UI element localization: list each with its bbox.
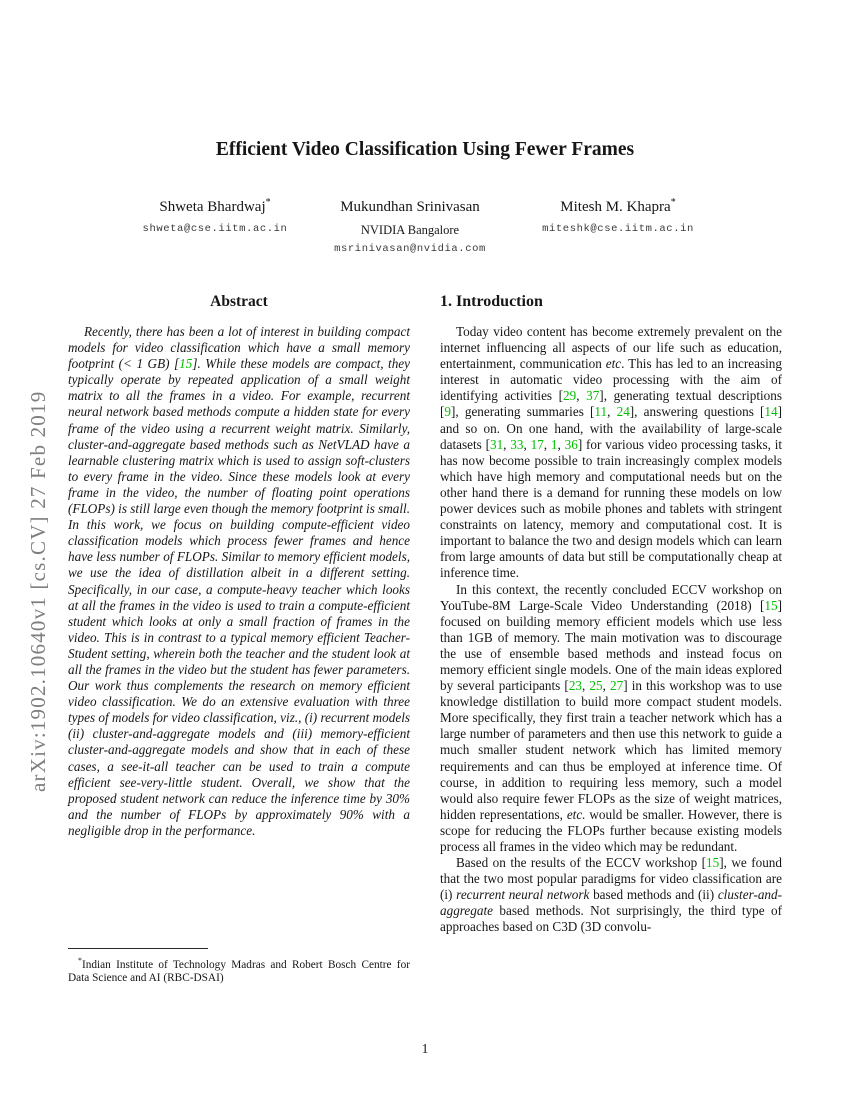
author-name xyxy=(334,197,486,216)
text-segment: , xyxy=(543,436,551,452)
text-segment: would be smaller. However, there is scope for reducing the FLOPs further because existing models process all frames in the video which may be redundant. xyxy=(440,806,782,854)
citation-link[interactable]: 29 xyxy=(563,388,577,404)
text-segment: ] and so on. On one hand, with the availability of large-scale datasets [ xyxy=(440,404,783,452)
text-segment: ] for various video processing tasks, it has now become possible to train increasingly complex models which have high memory and computational needs but on the other hand there is a demand for running these models on low power devices such as mobile phones and tablets with stringent constraints on latency, memory and computational cost. It is important to balance the two and design models which can learn from large amounts of data but still be computationally cheap at inference time. xyxy=(440,436,783,581)
citation-link[interactable]: 36 xyxy=(564,436,578,452)
citation-link[interactable]: 9 xyxy=(444,404,451,420)
citation-link[interactable]: 25 xyxy=(589,678,603,694)
citation-link[interactable]: 17 xyxy=(530,436,544,452)
text-segment: ]. While these models are compact, they typically operate by repeated application of a small weight matrix to all the frames in a video. For example, recurrent neural network based methods compute a hidden state for every frame of the video using a recurrent weight matrix. Similarly, cluster-and-aggregate based methods such as NetVLAD have a learnable clustering matrix which is used to assign soft-clusters to every frame in the video. Since these models look at every frame in the video, the number of floating point operations (FLOPs) is still large even though the memory footprint is small. In this work, we focus on building compute-efficient video classification models which process fewer frames and hence have less number of FLOPs. Similar to memory efficient models, we use the idea of distillation albeit in a different setting. Specifically, in our case, a compute-heavy teacher which looks at all the frames in the video is used to train a compute-efficient student which looks at only a small fraction of frames in the video. This is in contrast to a typical memory efficient Teacher-Student setting, wherein both the teacher and the student look at all the frames in the video but the student has fewer parameters. Our work thus complements the research on memory efficient video classification. We do an extensive evaluation with three types of models for video classification, viz., (i) recurrent models (ii) cluster-and-aggregate models and (iii) memory-efficient cluster-and-aggregate models and show that in each of these cases, a see-it-all teacher can be used to train a compute efficient see-very-little student. Overall, we show that the proposed student network can reduce the inference time by 30% and the number of FLOPs by approximately 90% with a negligible drop in the performance. xyxy=(68,356,411,838)
citation-link[interactable]: 27 xyxy=(610,678,624,694)
intro-paragraph-2 xyxy=(440,582,782,856)
affiliation-mark: * xyxy=(265,197,271,208)
text-segment: ], we found that the two most popular paradigms for video classification are (i) xyxy=(440,855,782,903)
text-segment: Based on the results of the ECCV workshop [ xyxy=(456,855,707,871)
footnote xyxy=(68,948,410,986)
citation-link[interactable]: 15 xyxy=(179,356,193,372)
author-affiliation: NVIDIA Bangalore xyxy=(360,223,460,237)
citation-link[interactable]: 37 xyxy=(586,388,600,404)
text-segment: ], generating textual descriptions [ xyxy=(440,388,782,420)
abstract-heading: Abstract xyxy=(210,293,268,310)
text-segment: , xyxy=(607,404,617,420)
text-segment: Indian Institute of Technology Madras and Robert Bosch Centre for Data Science and AI (RBC-DSAI) xyxy=(68,958,410,985)
text-segment: Recently, there has been a lot of interest in building compact models for video classification which have a small memory footprint (< 1 GB) [ xyxy=(68,324,410,372)
citation-link[interactable]: 11 xyxy=(594,404,608,420)
intro-paragraph-3 xyxy=(440,855,782,935)
author-name xyxy=(542,197,694,216)
text-segment: etc xyxy=(605,356,622,372)
right-column xyxy=(440,293,782,936)
page-number: 1 xyxy=(421,1041,429,1056)
author-1 xyxy=(143,197,288,235)
text-segment: . This has led to an increasing interest in automatic video processing with the aim of identifying activities [ xyxy=(440,356,782,404)
text-segment: cluster-and-aggregate xyxy=(440,887,783,919)
text-segment: ], answering questions [ xyxy=(629,404,765,420)
text-segment: ] focused on building memory efficient models which use less than 1GB of memory. The main motivation was to discourage the use of ensemble based methods and instead focus on memory efficient single models. One of the main ideas explored by several participants [ xyxy=(440,597,782,694)
intro-paragraph-1 xyxy=(440,324,782,582)
text-segment: ], generating summaries [ xyxy=(451,404,595,420)
citation-link[interactable]: 14 xyxy=(764,404,778,420)
author-3 xyxy=(542,197,694,235)
citation-link[interactable]: 15 xyxy=(706,855,720,871)
author-email: miteshk@cse.iitm.ac.in xyxy=(542,223,694,235)
citation-link[interactable]: 1 xyxy=(550,436,558,452)
text-segment: , xyxy=(557,436,565,452)
citation-link[interactable]: 23 xyxy=(568,678,582,694)
left-column xyxy=(68,293,410,839)
text-segment: based methods. Not surprisingly, the third type of approaches based on C3D (3D convolu- xyxy=(440,903,782,935)
text-segment: Today video content has become extremely prevalent on the internet influencing all aspects of our life such as education, entertainment, communication xyxy=(440,324,782,372)
author-name xyxy=(143,197,288,216)
author-email: msrinivasan@nvidia.com xyxy=(334,243,486,255)
citation-link[interactable]: 33 xyxy=(510,436,524,452)
text-segment: * xyxy=(78,956,82,965)
text-segment: , xyxy=(523,436,531,452)
footnote-rule xyxy=(68,948,208,949)
text-segment: based methods and (ii) xyxy=(589,887,718,903)
text-segment: , xyxy=(576,388,587,404)
citation-link[interactable]: 24 xyxy=(616,404,630,420)
author-name-text: Mukundhan Srinivasan xyxy=(340,199,480,215)
author-name-text: Mitesh M. Khapra xyxy=(560,199,671,215)
arxiv-watermark: arXiv:1902.10640v1 [cs.CV] 27 Feb 2019 xyxy=(26,390,50,792)
author-email: shweta@cse.iitm.ac.in xyxy=(142,223,288,235)
citation-link[interactable]: 15 xyxy=(764,597,778,613)
author-name-text: Shweta Bhardwaj xyxy=(159,199,266,215)
text-segment: , xyxy=(503,436,511,452)
text-segment: ] in this workshop was to use knowledge distillation to build more compact student models. More specifically, they first train a teacher network which has a large number of parameters and then use this network to guide a much smaller student network which has limited memory requirements and can thus be employed at inference time. Of course, in addition to requiring less memory, such a model would also require fewer FLOPs as the size of weight matrices, hidden representations, xyxy=(440,678,782,822)
abstract-body xyxy=(68,324,410,839)
text-segment: , xyxy=(582,678,590,694)
text-segment: In this context, the recently concluded ECCV workshop on YouTube-8M Large-Scale Video Understanding (2018) [ xyxy=(440,581,782,613)
footnote-text xyxy=(68,954,410,986)
paper-title: Efficient Video Classification Using Fewer Frames xyxy=(215,139,635,160)
section-heading-introduction: 1. Introduction xyxy=(440,293,543,310)
text-segment: , xyxy=(602,678,611,694)
text-segment: etc. xyxy=(566,806,586,822)
citation-link[interactable]: 31 xyxy=(489,436,504,452)
affiliation-mark: * xyxy=(670,197,676,208)
author-2 xyxy=(334,197,486,255)
abstract-paragraph xyxy=(68,324,410,839)
text-segment: recurrent neural network xyxy=(456,887,590,903)
